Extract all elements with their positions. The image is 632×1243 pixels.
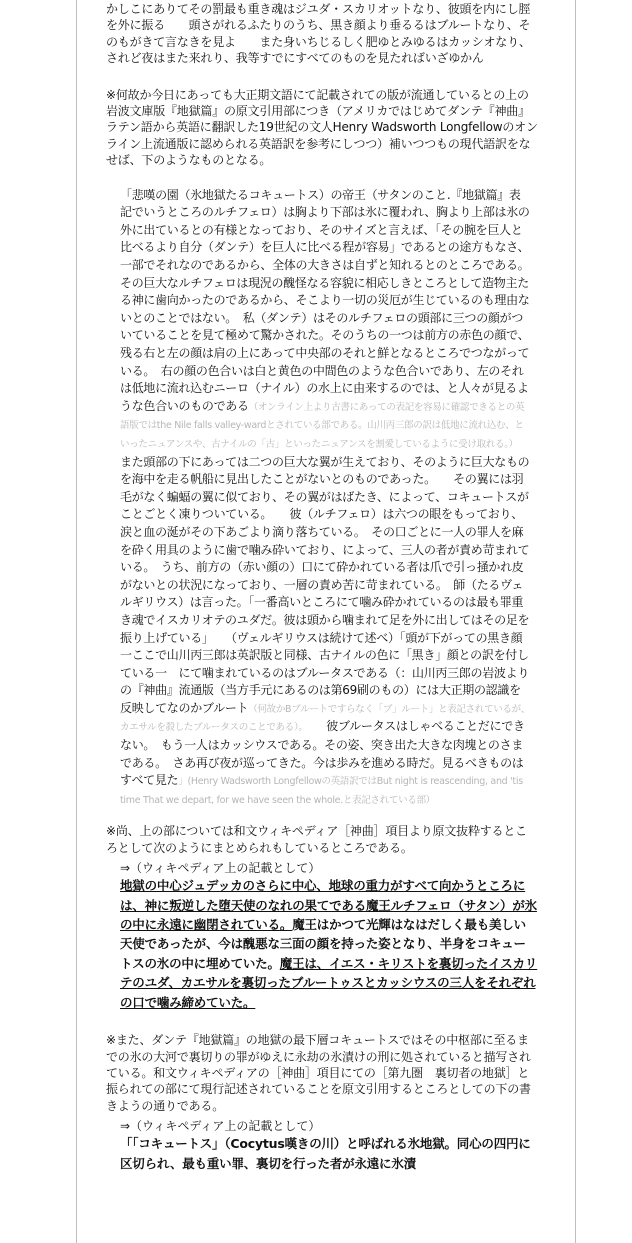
quote-note-1: （オンライン上より古書にあっての表記を容易に確認できるとの英語版ではthe Nile falls valley-wardとされている部である。山川丙三郎の訳は低地に流れ込む、といったニュアンスや、古ナイルの「古」といったニュアンスを割愛しているように受け取れる。） (120, 401, 525, 450)
wikipedia-label-2: ⇒（ウィキペディア上の記載として） (120, 1119, 321, 1134)
wikipedia-quote-1 (120, 876, 538, 1012)
quote-segment-1: 「悲嘆の園（氷地獄たるコキュートス）の帝王（サタンのこと.『地獄篇』表記でいうところのルチフェロ）は胸より下部は氷に覆われ、胸より上部は氷の外に出ているとの有様となっており、そのサイズと言えば、「その腕を巨人と比べるより自分（ダンテ）を巨人に比べる程が容易」であるとの途方もなさ、一部でそれなのであるから、全体の大きさは自ずと知れるとのところである。 その巨大なルチフェロは現況の醜怪なる容貌に相応しきところとして造物主たる神に歯向かったのであるから、そこより一切の災厄が生じているのも理由ないとのことではない。 私（ダンテ）はそのルチフェロの頭部に三つの顔がついていることを見て極めて驚かされた。そのうちの一つは前方の赤色の顔で、残る右と左の顔は肩の上にあって中央部のそれと鮮となるところでつながっている。 右の顔の色合いは白と黄色の中間色のような色合いであり、左のそれは低地に流れ込むニーロ（ナイル）の水上に由来するのでは、と人々が見るような色合いのものである (120, 187, 536, 413)
quote-note-3: 」(Henry Wadsworth Longfellowの英語訳ではBut night is reascending, and 'tis time That we depart, for we have seen the whole.と表記されている部） (120, 776, 523, 806)
wiki-quote-1-sentence-2: 魔王はかつて光輝はなはだしく最も美しい天使であったが、今は醜悪な三面の顔を持った姿となり、半身をコキュートスの氷の中に埋めていた。 (120, 917, 526, 971)
note-paragraph-1: ※何故か今日にあっても大正期文語にて記載されての版が流通しているとの上の岩波文庫版『地獄篇』の原文引用部につき（アメリカではじめてダンテ『神曲』ラテン語から英語に翻訳した19世紀の文人Henry Wadsworth Longfellowのオンライン上流通版に認められる英語訳を参考にしつつ）補いつつもの現代語訳をなせば、下のようなものとなる。 (106, 87, 538, 168)
note-paragraph-3: ※また、ダンテ『地獄篇』の地獄の最下層コキュートスではその中枢部に至るまでの氷の大河で裏切りの罪がゆえに永劫の氷漬けの刑に処されていると描写されている。和文ウィキペディアの［神曲］項目にての［第九圏 裏切者の地獄］と振られての部にて現行記述されていることを原文引用するところとしての下の書きようの通りである。 (106, 1033, 531, 1113)
article-column (106, 0, 538, 1173)
quote-segment-2: また頭部の下にあっては二つの巨大な翼が生えており、そのように巨大なものを海中を走る帆船に見出したことがないとのものであった。 その翼には羽毛がなく蝙蝠の翼に似ており、その翼がはばたき、によって、コキュートスがことごとく凍りついている。 彼（ルチフェロ）は六つの眼をもっており、涙と血の涎がその下あごより滴り落ちている。 その口ごとに一人の罪人を麻を砕く用具のように歯で噛み砕いており、によって、三人の者が責め苛まれている。 うち、前方の（赤い顔の）口にて砕かれている者は爪で引っ掻かれ皮がないとの状況になっており、一層の責め苦に苛まれている。 師（たるヴェルギリウス）は言った。「一番高いところにて噛み砕かれているのは最も罪重き魂でイスカリオテのユダだ。彼は頭から噛まれて足を外に出してはその足を振り上げている」 （ヴェルギリウスは続けて述べ）「頭が下がっての黒き顔 一ここで山川丙三郎は英訳版と同様、古ナイルの色に「黒き」顔との訳を付している一 にて噛まれているのはブルータスである（：山川丙三郎の岩波よりの『神曲』流通版（当方手元にあるのは第69刷のもの）には大正期の認識を反映してなのかブルート (120, 435, 535, 715)
note-paragraph-2: ※尚、上の部については和文ウィキペディア［神曲］項目より原文抜粋するところとして次のようにまとめられもしているところである。 (106, 824, 527, 855)
wikipedia-quote-2 (120, 1134, 538, 1173)
wikipedia-label-1: ⇒（ウィキペディア上の記載として） (120, 861, 321, 876)
wiki-quote-2-sentence-1: 「「コキュートス」（Cocytus嘆きの川）と呼ばれる氷地獄。同心の四円に区切られ、最も重い罪、裏切を行った者が永遠に氷漬 (120, 1136, 531, 1171)
right-margin-rule (575, 0, 576, 1243)
wiki-quote-1-sentence-1: 地獄の中心ジュデッカのさらに中心、地球の重力がすべて向かうところには、神に叛逆した堕天使のなれの果てである魔王ルチフェロ（サタン）が氷の中に永遠に幽閉されている。 (120, 878, 537, 933)
translation-excerpt: かしこにありてその罰最も重き魂はジユダ・スカリオットなり、彼頭を内にし脛を外に振る 頭さがれるふたりのうち、黒き顔より垂るるはブルートなり、そのもがきて言なきを見よ また身いちじるしく肥ゆとみゆるはカッシオなり、されど夜はまた来れり、我等すでにすべてのものを見たればいざゆかん (106, 2, 531, 66)
modern-translation-quote (120, 187, 536, 810)
left-margin-rule (76, 0, 77, 1243)
wiki-quote-1-sentence-3: 魔王は、イエス・キリストを裏切ったイスカリテのユダ、カエサルを裏切ったブルートゥスとカッシウスの三人をそれぞれの口で噛み締めていた。 (120, 955, 538, 1010)
quote-segment-3: 彼ブルータスはしゃべることだにできない。 もう一人はカッシウスである。その姿、突き出た大きな肉塊とのさまである。 さあ再び夜が巡ってきた。今は歩みを進める時だ。見るべきものはすべて見た (120, 719, 525, 788)
quote-note-2: （何故かBブルートですらなく「ブ」ルート」と表記されているが、カエサルを殺したブルータスのことである）。 (120, 703, 531, 734)
